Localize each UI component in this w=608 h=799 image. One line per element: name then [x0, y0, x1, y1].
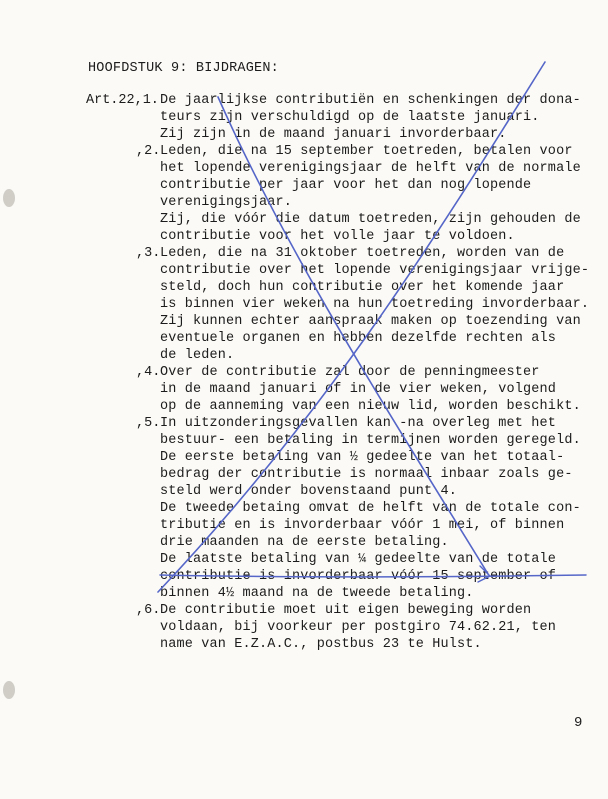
cross-stroke — [158, 62, 545, 592]
paragraph-number: ,4. — [136, 365, 161, 380]
text-line: voldaan, bij voorkeur per postgiro 74.62.21, ten — [160, 620, 557, 635]
text-line: de leden. — [160, 348, 235, 363]
text-line: In uitzonderingsgevallen kan -na overleg met het — [160, 416, 557, 431]
text-line: is binnen vier weken na hun toetreding invorderbaar. — [160, 297, 590, 312]
text-line: het lopende verenigingsjaar de helft van de normale — [160, 161, 581, 176]
text-line: Leden, die na 31 oktober toetreden, worden van de — [160, 246, 565, 261]
paragraph-number: ,2. — [136, 144, 161, 159]
text-line: bestuur- een betaling in termijnen worden geregeld. — [160, 433, 581, 448]
text-line: contributie voor het volle jaar te voldoen. — [160, 229, 515, 244]
text-line: Leden, die na 15 september toetreden, betalen voor — [160, 144, 573, 159]
text-line: in de maand januari of in de vier weken, volgend — [160, 382, 557, 397]
text-line: verenigingsjaar. — [160, 195, 293, 210]
text-line: De jaarlijkse contributiën en schenkingen der dona- — [160, 93, 581, 108]
text-line: drie maanden na de eerste betaling. — [160, 535, 449, 550]
text-line: contributie per jaar voor het dan nog lopende — [160, 178, 532, 193]
text-line: teurs zijn verschuldigd op de laatste januari. — [160, 110, 540, 125]
text-line: steld werd onder bovenstaand punt 4. — [160, 484, 458, 499]
cross-stroke — [218, 97, 488, 574]
text-line: De laatste betaling van ¼ gedeelte van de totale — [160, 552, 557, 567]
text-line: De eerste betaling van ½ gedeelte van het totaal- — [160, 450, 565, 465]
text-line: eventuele organen en hebben dezelfde rechten als — [160, 331, 557, 346]
underline-stroke — [160, 575, 586, 577]
text-line: name van E.Z.A.C., postbus 23 te Hulst. — [160, 637, 482, 652]
text-line: Over de contributie zal door de penningmeester — [160, 365, 540, 380]
text-line: De tweede betaing omvat de helft van de totale con- — [160, 501, 581, 516]
text-line: tributie en is invorderbaar vóór 1 mei, of binnen — [160, 518, 565, 533]
page-number: 9 — [574, 715, 583, 731]
text-line: steld, doch hun contributie over het komende jaar — [160, 280, 565, 295]
text-line: Zij kunnen echter aanspraak maken op toezending van — [160, 314, 581, 329]
text-line: contributie over het lopende verenigingsjaar vrijge- — [160, 263, 590, 278]
text-line: Zij zijn in de maand januari invorderbaar. — [160, 127, 507, 142]
text-line: binnen 4½ maand na de tweede betaling. — [160, 586, 474, 601]
chapter-heading: HOOFDSTUK 9: BIJDRAGEN: — [88, 61, 279, 76]
text-line: De contributie moet uit eigen beweging worden — [160, 603, 532, 618]
paragraph-number: ,5. — [136, 416, 161, 431]
text-line: bedrag der contributie is normaal inbaar zoals ge- — [160, 467, 573, 482]
text-line: Zij, die vóór die datum toetreden, zijn gehouden de — [160, 212, 581, 227]
paragraph-number: ,6. — [136, 603, 161, 618]
text-line: contributie is invorderbaar vóór 15 september of — [160, 569, 557, 584]
article-label: Art.22,1. — [86, 93, 159, 108]
text-line: op de aanneming van een nieuw lid, worden beschikt. — [160, 399, 581, 414]
paragraph-number: ,3. — [136, 246, 161, 261]
